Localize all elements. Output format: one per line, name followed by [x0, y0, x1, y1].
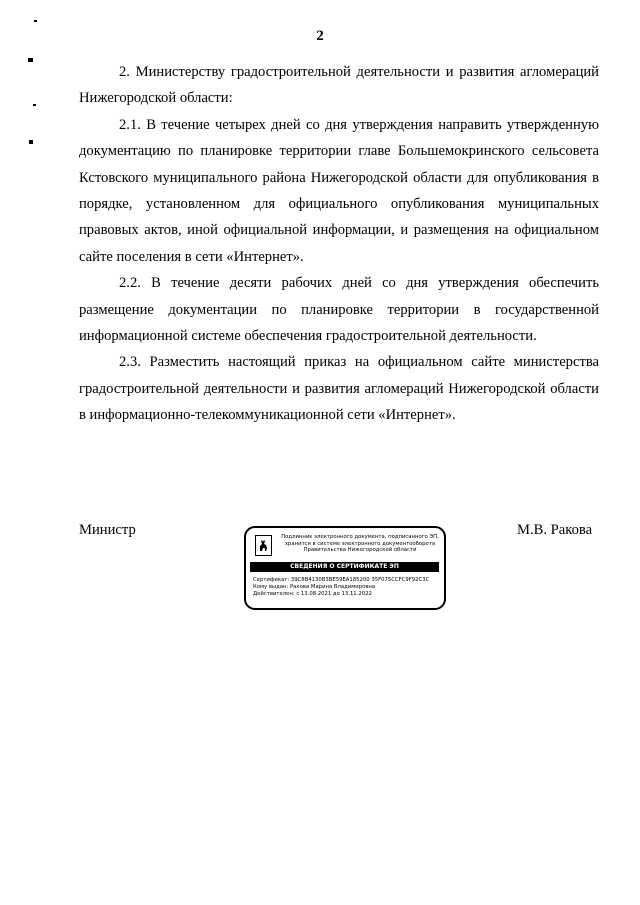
owner-line: Кому выдан: Ракова Марина Владимировна	[253, 584, 376, 590]
stamp-details	[253, 577, 443, 598]
deer-emblem-icon	[257, 537, 270, 554]
page-number: 2	[316, 28, 324, 44]
signatory-name: М.В. Ракова	[517, 522, 593, 538]
paragraph-item-2-2: 2.2. В течение десяти рабочих дней со дня утверждения обеспечить размещение документации по планировке территории в государственной информационной системе обеспечения градостроительной деятельности.	[79, 275, 599, 345]
electronic-signature-stamp	[244, 526, 446, 610]
paragraph-item-2-3: 2.3. Разместить настоящий приказ на официальном сайте министерства градостроительной деятельности и развития агломераций Нижегородской области в информационно-телекоммуникационной сети «Интернет».	[79, 354, 599, 424]
scan-mark	[33, 104, 36, 106]
paragraph-item-2: 2. Министерству градостроительной деятельности и развития агломераций Нижегородской области:	[79, 64, 599, 107]
stamp-header: Подлинник электронного документа, подписанного ЭП, хранится в системе электронного документооборота Правительства Нижегородской области	[281, 534, 439, 554]
validity-line: Действителен: с 13.08.2021 до 13.11.2022	[253, 591, 372, 597]
scan-mark	[28, 58, 33, 62]
certificate-line: Сертификат: 39C8B4130B3BE59EA185200 35F075CCFC9F92C3C	[253, 577, 430, 583]
stamp-title: СВЕДЕНИЯ О СЕРТИФИКАТЕ ЭП	[250, 562, 439, 572]
paragraph-item-2-1: 2.1. В течение четырех дней со дня утверждения направить утвержденную документацию по планировке территории главе Большемокринского сельсовета Кстовского муниципального района Нижегородской области для опубликования в порядке, установленном для официального опубликования муниципальных правовых актов, иной официальной информации, и размещения на официальном сайте поселения в сети «Интернет».	[79, 116, 599, 265]
coat-of-arms-icon	[255, 535, 272, 556]
document-body	[79, 59, 599, 429]
scan-mark	[29, 140, 33, 144]
scan-mark	[34, 20, 37, 22]
signatory-position: Министр	[79, 522, 136, 538]
